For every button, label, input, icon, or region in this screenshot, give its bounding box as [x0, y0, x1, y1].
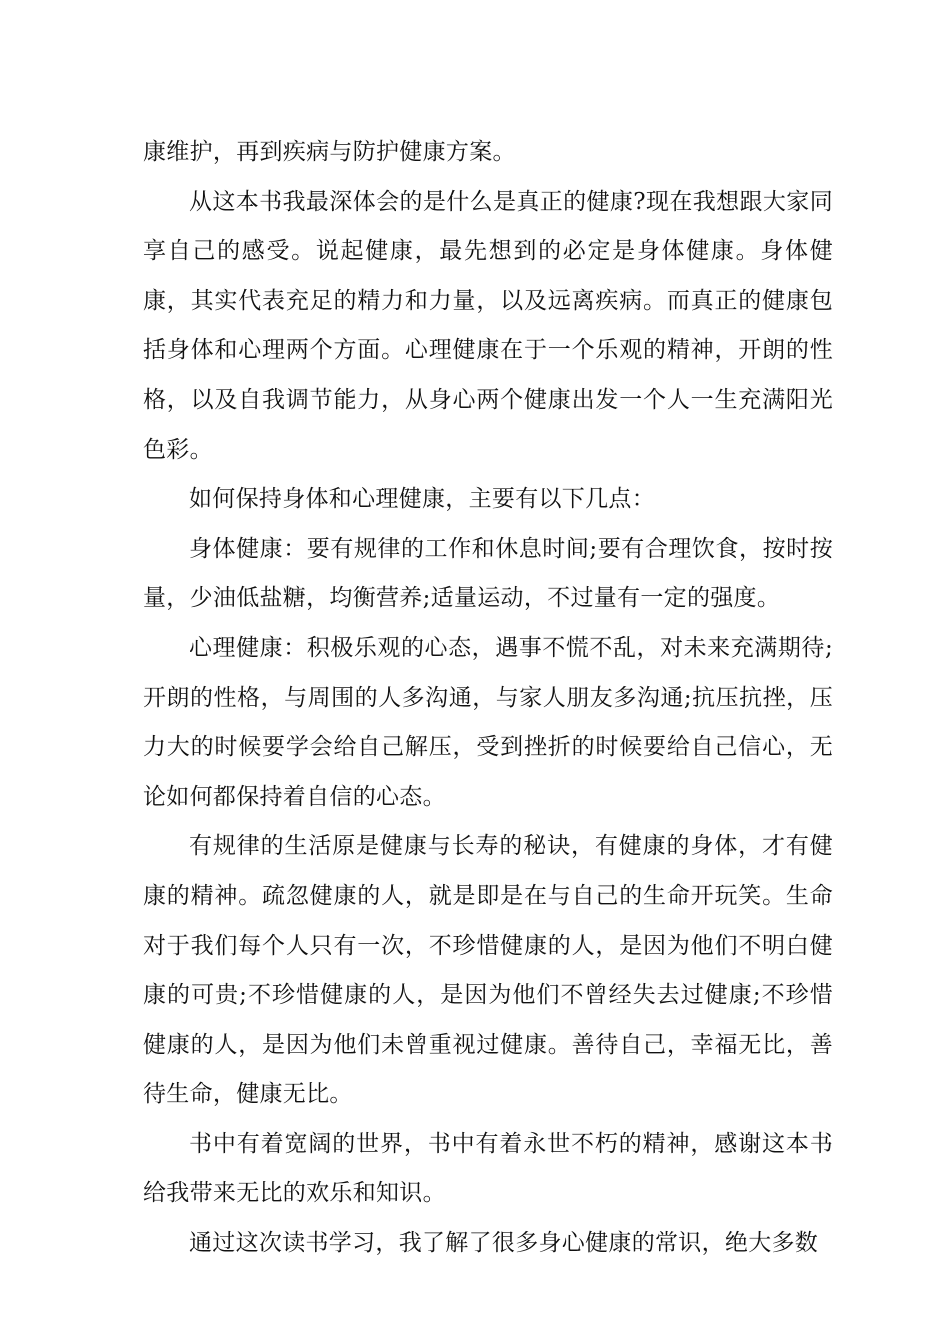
paragraph-mental-health: 心理健康：积极乐观的心态，遇事不慌不乱，对未来充满期待;开朗的性格，与周围的人多沟通，与家人朋友多沟通;抗压抗挫，压力大的时候要学会给自己解压，受到挫折的时候要给自己信心，无论如何都保持着自信的心态。: [143, 634, 833, 810]
paragraph-regular-life: 有规律的生活原是健康与长寿的秘诀，有健康的身体，才有健康的精神。疏忽健康的人，就是即是在与自己的生命开玩笑。生命对于我们每个人只有一次，不珍惜健康的人，是因为他们不明白健康的可贵;不珍惜健康的人，是因为他们不曾经失去过健康;不珍惜健康的人，是因为他们未曾重视过健康。善待自己，幸福无比，善待生命，健康无比。: [143, 833, 833, 1108]
document-body: [143, 128, 833, 1269]
paragraph-book-world: 书中有着宽阔的世界，书中有着永世不朽的精神，感谢这本书给我带来无比的欢乐和知识。: [143, 1130, 833, 1207]
paragraph-continuation: 康维护，再到疾病与防护健康方案。: [143, 139, 516, 165]
paragraph-how-to-keep-health: 如何保持身体和心理健康，主要有以下几点：: [189, 486, 655, 513]
paragraph-study-summary: 通过这次读书学习，我了解了很多身心健康的常识，绝大多数: [189, 1230, 819, 1257]
paragraph-physical-health: 身体健康：要有规律的工作和休息时间;要有合理饮食，按时按量，少油低盐糖，均衡营养;适量运动，不过量有一定的强度。: [143, 535, 833, 612]
paragraph-true-health: 从这本书我最深体会的是什么是真正的健康?现在我想跟大家同享自己的感受。说起健康，最先想到的必定是身体健康。身体健康，其实代表充足的精力和力量，以及远离疾病。而真正的健康包括身体和心理两个方面。心理健康在于一个乐观的精神，开朗的性格，以及自我调节能力，从身心两个健康出发一个人一生充满阳光色彩。: [143, 188, 833, 463]
